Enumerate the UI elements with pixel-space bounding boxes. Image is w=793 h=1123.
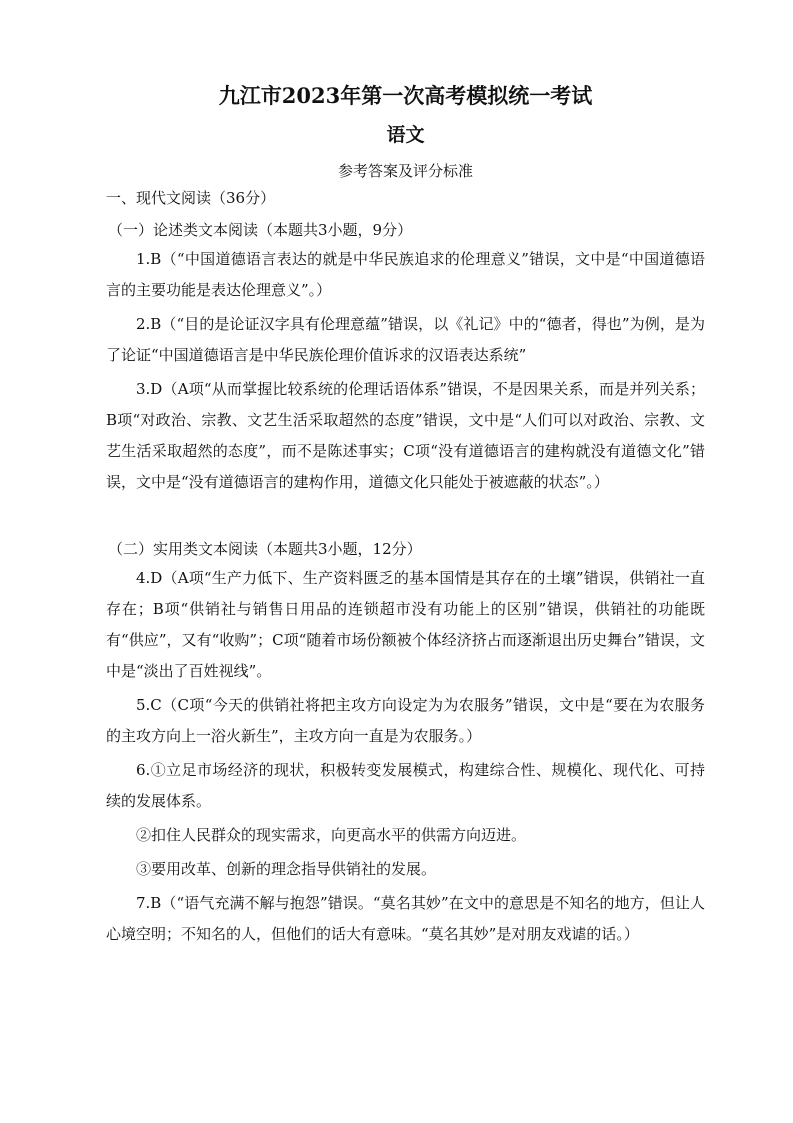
- answer-4: 4.D（A项“生产力低下、生产资料匮乏的基本国情是其存在的土壤”错误，供销社一直存在；B项“供销社与销售日用品的连锁超市没有功能上的区别”错误，供销社的功能既有“供应”，又有“收购”；C项“随着市场份额被个体经济挤占而逐渐退出历史舞台”错误，文中是“淡出了百姓视线”。: [106, 569, 705, 680]
- spacer: [106, 498, 705, 529]
- answer-5: 5.C（C项“今天的供销社将把主攻方向设定为为农服务”错误，文中是“要在为农服务的主攻方向上一浴火新生”，主攻方向一直是为农服务。）: [106, 696, 705, 745]
- answer-2: 2.B（“目的是论证汉字具有伦理意蕴”错误，以《礼记》中的“德者，得也”为例，是为了论证“中国道德语言是中华民族伦理价值诉求的汉语表达系统”: [106, 315, 705, 364]
- answer-1: 1.B（“中国道德语言表达的就是中华民族追求的伦理意义”错误，文中是“中国道德语言的主要功能是表达伦理意义”。）: [106, 250, 705, 299]
- subsection-heading-practical: （二）实用类文本阅读（本题共3小题，12分）: [108, 540, 422, 558]
- answer-3: 3.D（A项“从而掌握比较系统的伦理话语体系”错误，不是因果关系，而是并列关系；B项“对政治、宗教、文艺生活采取超然的态度”错误，文中是“人们可以对政治、宗教、文艺生活采取超然的态度”，而不是陈述事实；C项“没有道德语言的建构就没有道德文化”错误，文中是“没有道德语言的建构作用，道德文化只能处于被遮蔽的状态”。）: [106, 380, 705, 491]
- subject-title: 语文: [386, 124, 425, 146]
- answer-6-point-3: ③要用改革、创新的理念指导供销社的发展。: [136, 860, 437, 878]
- section-heading: 一、现代文阅读（36分）: [106, 189, 276, 207]
- answer-7: 7.B（“语气充满不解与抱怨”错误。“莫名其妙”在文中的意思是不知名的地方，但让人心境空明；不知名的人，但他们的话大有意味。“莫名其妙”是对朋友戏谑的话。）: [106, 894, 705, 943]
- answer-6: 6.①立足市场经济的现状，积极转变发展模式，构建综合性、规模化、现代化、可持续的发展体系。: [106, 761, 705, 810]
- page-subtitle: 参考答案及评分标准: [337, 162, 473, 180]
- answer-6-point-2: ②扣住人民群众的现实需求，向更高水平的供需方向迈进。: [136, 826, 527, 844]
- subsection-heading-argumentative: （一）论述类文本阅读（本题共3小题，9分）: [108, 221, 413, 239]
- page-title: 九江市2023年第一次高考模拟统一考试: [218, 83, 593, 108]
